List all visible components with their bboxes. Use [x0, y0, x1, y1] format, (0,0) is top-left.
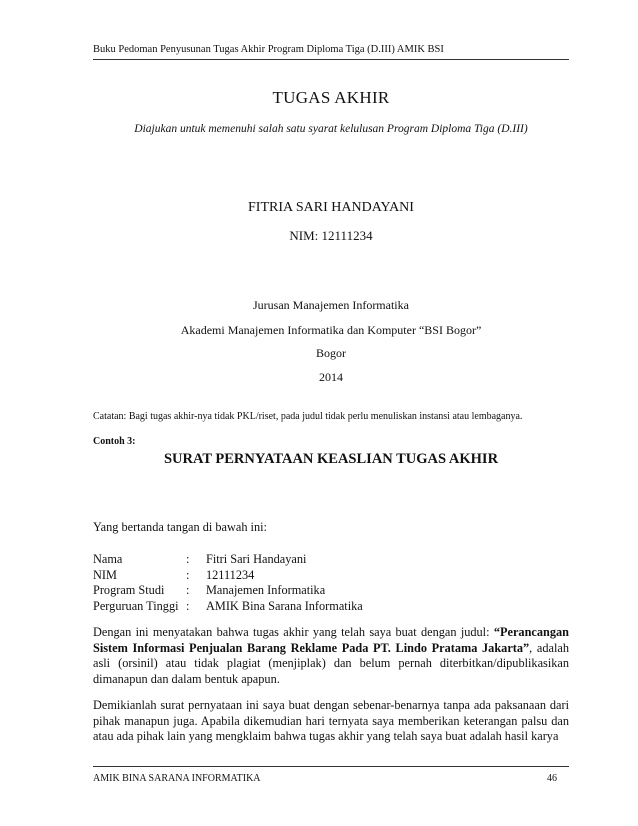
author-nim: NIM: 12111234	[289, 228, 373, 243]
field-value: Fitri Sari Handayani	[206, 552, 307, 566]
page-footer	[93, 766, 569, 784]
author-name: FITRIA SARI HANDAYANI	[248, 200, 414, 215]
statement-intro: Yang bertanda tangan di bawah ini:	[93, 520, 267, 534]
academy: Akademi Manajemen Informatika dan Komputer “BSI Bogor”	[180, 323, 482, 337]
statement-paragraph-1	[93, 625, 569, 687]
cover-subtitle: Diajukan untuk memenuhi salah satu syarat kelulusan Program Diploma Tiga (D.III)	[134, 123, 528, 135]
city: Bogor	[316, 346, 346, 360]
field-colon: :	[186, 598, 190, 613]
field-label: Perguruan Tinggi	[93, 598, 179, 613]
field-row	[93, 583, 363, 599]
field-value: Manajemen Informatika	[206, 583, 326, 597]
page-number: 46	[547, 773, 557, 784]
field-label: Program Studi	[93, 583, 165, 597]
field-colon: :	[186, 567, 190, 582]
statement-paragraph-2: Demikianlah surat pernyataan ini saya buat dengan sebenar-benarnya tanpa ada paksanaan dari pihak manapun juga. Apabila dikemudian hari ternyata saya memberikan keterangan palsu dan atau ada pihak lain yang mengklaim bahwa tugas akhir yang telah saya buat adalah hasil karya	[93, 698, 569, 743]
field-row	[93, 568, 363, 584]
page-header: Buku Pedoman Penyusunan Tugas Akhir Program Diploma Tiga (D.III) AMIK BSI	[93, 44, 569, 60]
field-label: Nama	[93, 552, 123, 566]
identity-fields	[93, 552, 363, 614]
thesis-title: “Perancangan Sistem Informasi Penjualan Barang Reklame Pada PT. Lindo Pratama Jakarta”	[93, 625, 569, 655]
field-row	[93, 599, 363, 615]
p1-text: Dengan ini menyatakan bahwa tugas akhir yang telah saya buat dengan judul:	[93, 625, 494, 639]
field-value: 12111234	[206, 567, 255, 582]
field-label: NIM	[93, 567, 117, 582]
p1-text-end: , adalah asli (orsinil) atau tidak plagiat (menjiplak) dan belum pernah diterbitkan/dipublikasikan dimanapun dan dalam bentuk apapun.	[93, 640, 569, 686]
field-value: AMIK Bina Sarana Informatika	[206, 598, 363, 613]
footer-institution: AMIK BINA SARANA INFORMATIKA	[93, 773, 261, 784]
department: Jurusan Manajemen Informatika	[253, 298, 409, 312]
example-label: Contoh 3:	[93, 436, 136, 447]
field-colon: :	[186, 583, 190, 597]
field-colon: :	[186, 552, 190, 566]
statement-title: SURAT PERNYATAAN KEASLIAN TUGAS AKHIR	[163, 451, 499, 467]
cover-title: TUGAS AKHIR	[272, 88, 390, 107]
year: 2014	[319, 370, 343, 384]
field-row	[93, 552, 363, 568]
note: Catatan: Bagi tugas akhir-nya tidak PKL/riset, pada judul tidak perlu menuliskan instansi atau lembaganya.	[93, 411, 523, 422]
